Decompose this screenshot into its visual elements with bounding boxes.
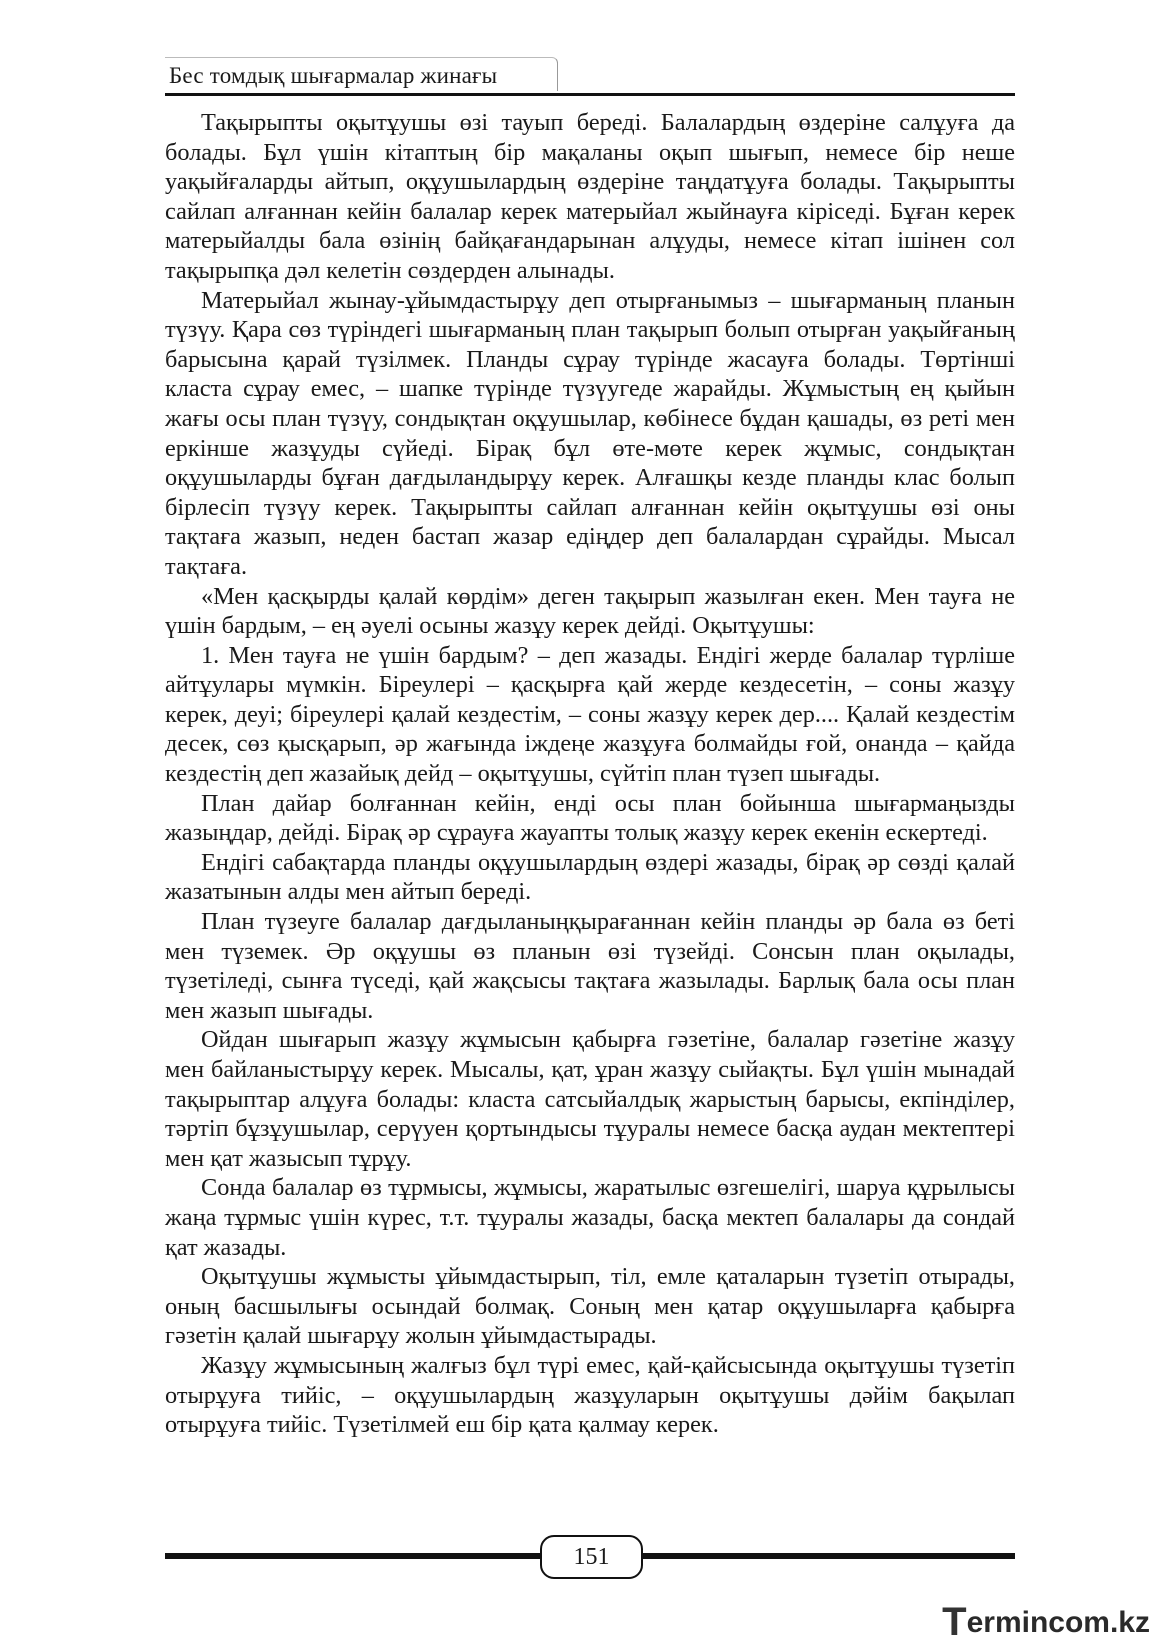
paragraph: Жазұу жұмысының жалғыз бұл түрі емес, қай-қайсысында оқытұушы түзетіп отырұуға тийіс, – оқұушылардың жазұуларын оқытұушы дәйім бақылап отырұуға тийіс. Түзетілмей еш бір қата қалмау керек. bbox=[165, 1351, 1015, 1439]
header-title: Бес томдық шығармалар жинағы bbox=[169, 63, 498, 88]
paragraph: 1. Мен тауға не үшін бардым? – деп жазады. Ендігі жерде балалар түрліше айтұулары мүмкін. Біреулері – қасқырға қай жерде кездесетін, – соны жазұу керек, деуі; біреулері қалай кездестім, – соны жазұу керек дер.... Қалай кездестім десек, сөз қысқарып, әр жағында іждеңе жазұуға болмайды ғой, онанда – қайда кездестің деп жазайық дейд – оқытұушы, сүйтіп план түзеп шығады. bbox=[165, 641, 1015, 788]
magnifier-icon: o bbox=[1064, 1606, 1084, 1639]
paragraph: Сонда балалар өз тұрмысы, жұмысы, жаратылыс өзгешелігі, шаруа құрылысы жаңа тұрмыс үшін күрес, т.т. тұуралы жазады, басқа мектеп балалары да сондай қат жазады. bbox=[165, 1174, 1015, 1261]
paragraph: План дайар болғаннан кейін, енді осы план бойынша шығармаңызды жазыңдар, дейді. Бірақ әр сұрауға жауапты толық жазұу керек екенін ескертеді. bbox=[165, 789, 1015, 847]
paragraph: Матерыйал жынау-ұйымдастырұу деп отырғанымыз – шығарманың планын түзүу. Қара сөз түріндегі шығарманың план тақырып болып отырған уақыйғаның барысына қарай түзілмек. Планды сұрау түрінде жасауға болады. Төртінші класта сұрау емес, – шапке түрінде түзүугеде жарайды. Жұмыстың ең қыйын жағы осы план түзүу, сондықтан оқұушылар, көбінесе бұдан қашады, өз реті мен еркінше жазұуды сүйеді. Бірақ бұл өте-мөте керек жұмыс, сондықтан оқұушыларды бұған дағдыландырұу керек. Алғашқы кезде планды клас болып бірлесіп түзүу керек. Тақырыпты сайлап алғаннан кейін оқытұушы өзі оны тақтаға жазып, неден бастап жазар едіңдер деп балалардан сұрайды. Мысал тақтаға. bbox=[165, 286, 1015, 580]
paragraph: Ендігі сабақтарда планды оқұушылардың өздері жазады, бірақ әр сөзді қалай жазатынын алды мен айтып береді. bbox=[165, 848, 1015, 906]
header-rule bbox=[165, 93, 1015, 96]
body-text bbox=[165, 108, 1015, 1440]
running-header bbox=[165, 57, 1015, 97]
page-number: 151 bbox=[540, 1535, 643, 1579]
paragraph: Оқытұушы жұмысты ұйымдастырып, тіл, емле қаталарын түзетіп отырады, оның басшылығы осындай болмақ. Соның мен қатар оқұушыларға қабырға гәзетін қалай шығарұу жолын ұйымдастырады. bbox=[165, 1263, 1015, 1350]
footer-rule-right bbox=[643, 1553, 1015, 1559]
page-footer bbox=[165, 1535, 1015, 1585]
footer-rule-left bbox=[165, 1553, 540, 1559]
paragraph: Тақырыпты оқытұушы өзі тауып береді. Балалардың өздеріне салұуға да болады. Бұл үшін кітаптың бір мақаланы оқып шығып, немесе бір неше уақыйғаларды айтып, оқұушылардың өздеріне таңдатұуға болады. Тақырыпты сайлап алғаннан кейін балалар керек матерыйал жыйнауға кіріседі. Бұған керек матерыйалды бала өзінің байқағандарынан алұуды, немесе кітап ішінен сол тақырыпқа дәл келетін сөздерден алынады. bbox=[165, 109, 1015, 284]
paragraph: План түзеуге балалар дағдыланыңқырағаннан кейін планды әр бала өз беті мен түземек. Әр оқұушы өз планын өзі түзейді. Сонсын план оқылады, түзетіледі, сынға түседі, қай жақсысы тақтаға жазылады. Барлық бала осы план мен жазып шығады. bbox=[165, 908, 1015, 1024]
watermark-logo: Termincom.kz bbox=[942, 1600, 1150, 1644]
paragraph: «Мен қасқырды қалай көрдім» деген тақырып жазылған екен. Мен тауға не үшін бардым, – ең әуелі осыны жазұу керек дейді. Оқытұушы: bbox=[165, 582, 1015, 640]
paragraph: Ойдан шығарып жазұу жұмысын қабырға гәзетіне, балалар гәзетіне жазұу мен байланыстырұу керек. Мысалы, қат, ұран жазұу сыйақты. Бұл үшін мынадай тақырыптар алұуға болады: класта сатсыйалдық жарыстың барысы, екпінділер, тәртіп бұзұушылар, серүуен қортындысы тұуралы немесе басқа аудан мектептері мен қат жазысып тұрұу. bbox=[165, 1026, 1015, 1172]
